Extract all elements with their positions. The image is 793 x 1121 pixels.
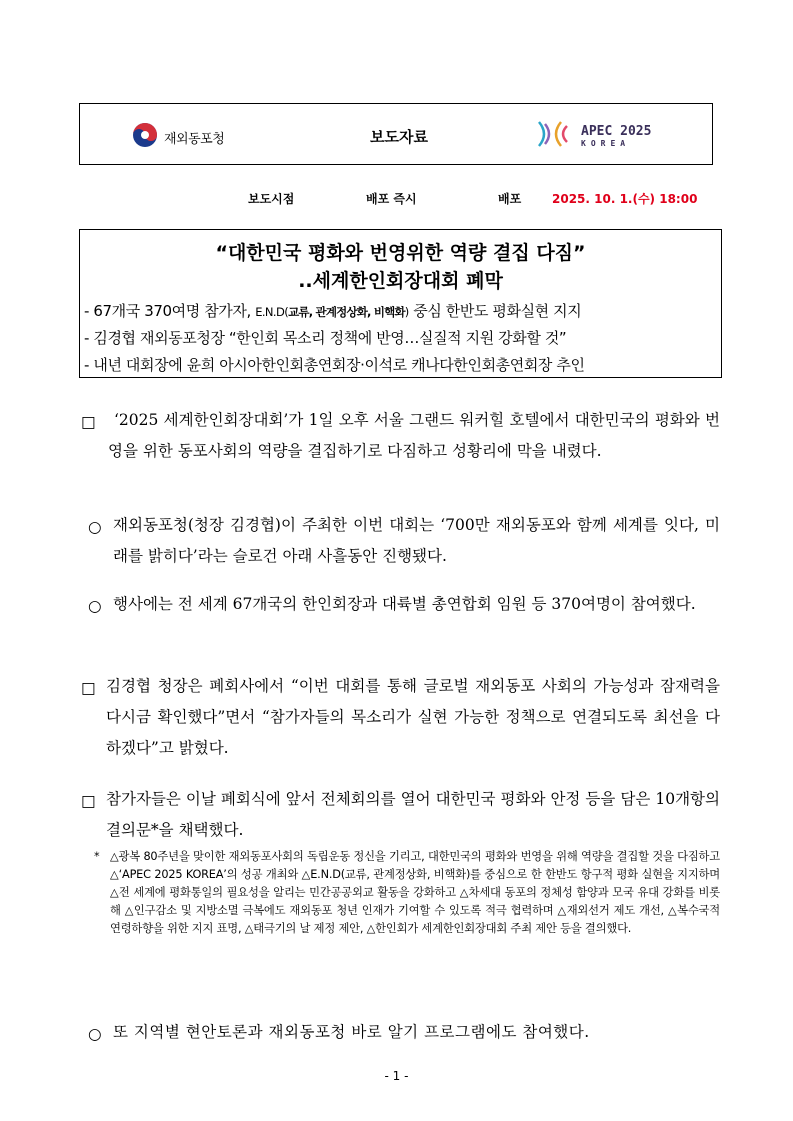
doc-type-title: 보도자료 <box>370 128 428 146</box>
resolution-footnote <box>94 848 720 938</box>
release-dist-value: 2025. 10. 1.(수) 18:00 <box>552 192 698 206</box>
org-logo <box>132 122 224 152</box>
release-time-value: 배포 즉시 <box>366 192 417 206</box>
circle-bullet: ○ <box>88 518 102 536</box>
subheadline-1: - 67개국 370여명 참가자, E.N.D(교류, 관계정상화, 비핵화) 중심 한반도 평화실현 지지 <box>84 302 582 320</box>
paragraph-4: 김경협 청장은 폐회사에서 “이번 대회를 통해 글로벌 재외동포 사회의 가능성과 잠재력을 다시금 확인했다”면서 “참가자들의 목소리가 실현 가능한 정책으로 연결되도록 최선을 다하겠다”고 밝혔다. <box>106 677 720 757</box>
release-dist-label: 배포 <box>498 192 522 206</box>
paragraph-5: 참가자들은 이날 폐회식에 앞서 전체회의를 열어 대한민국 평화와 안정 등을 담은 10개항의 결의문*을 채택했다. <box>106 790 720 839</box>
headline-line2: ..세계한인회장대회 폐막 <box>298 270 503 292</box>
paragraph-1: ‘2025 세계한인회장대회’가 1일 오후 서울 그랜드 워커힐 호텔에서 대한민국의 평화와 번영을 위한 동포사회의 역량을 결집하기로 다짐하고 성황리에 막을 내렸다. <box>108 411 720 460</box>
apec-logo <box>535 118 651 154</box>
paragraph-6: 또 지역별 현안토론과 재외동포청 바로 알기 프로그램에도 참여했다. <box>113 1023 590 1041</box>
subheadline-2: - 김경협 재외동포청장 “한인회 목소리 정책에 반영…실질적 지원 강화할 것” <box>84 329 567 347</box>
paragraph-2: 재외동포청(청장 김경협)이 주최한 이번 대회는 ‘700만 재외동포와 함께 세계를 잇다, 미래를 밝히다’라는 슬로건 아래 사흘동안 진행됐다. <box>113 516 720 565</box>
square-bullet: □ <box>81 792 96 810</box>
paragraph-3: 행사에는 전 세계 67개국의 한인회장과 대륙별 총연합회 임원 등 370여명이 참여했다. <box>113 595 696 613</box>
release-time-label: 보도시점 <box>248 192 295 206</box>
square-bullet: □ <box>81 679 96 697</box>
footnote-text: △광복 80주년을 맞이한 재외동포사회의 독립운동 정신을 기리고, 대한민국의 평화와 번영을 위해 역량을 결집할 것을 다짐하고 △‘APEC 2025 KOREA’의 성공 개최와 △E.N.D(교류, 관계정상화, 비핵화)를 중심으로 한 한반도 항구적 평화 실현을 지지하며 △전 세계에 평화통일의 필요성을 알리는 민간공공외교 활동을 강화하고 △차세대 동포의 정체성 함양과 모국 유대 강화를 비롯해 △인구감소 및 지방소멸 극복에도 재외동포 청년 인재가 기여할 수 있도록 적극 협력하며 △재외선거 제도 개선, △복수국적 연령하향을 위한 지지 표명, △태극기의 날 제정 제안, △한인회가 세계한인회장대회 주최 제안 등을 결의했다. <box>110 850 720 935</box>
circle-bullet: ○ <box>88 597 102 615</box>
apec-emblem-icon <box>535 118 575 154</box>
square-bullet: □ <box>81 413 96 431</box>
header-box <box>79 103 713 165</box>
headline-box <box>79 229 722 378</box>
footnote-star: * <box>94 850 100 863</box>
apec-line2: KOREA <box>581 139 631 148</box>
org-name: 재외동포청 <box>164 131 225 147</box>
page-number: - 1 - <box>384 1069 409 1083</box>
headline-line1: “대한민국 평화와 번영위한 역량 결집 다짐” <box>215 242 586 264</box>
circle-bullet: ○ <box>88 1025 102 1043</box>
taeguk-icon <box>132 122 158 152</box>
apec-line1: APEC 2025 <box>581 124 652 139</box>
subheadline-3: - 내년 대회장에 윤희 아시아한인회총연회장·이석로 캐나다한인회총연회장 추인 <box>84 356 585 374</box>
